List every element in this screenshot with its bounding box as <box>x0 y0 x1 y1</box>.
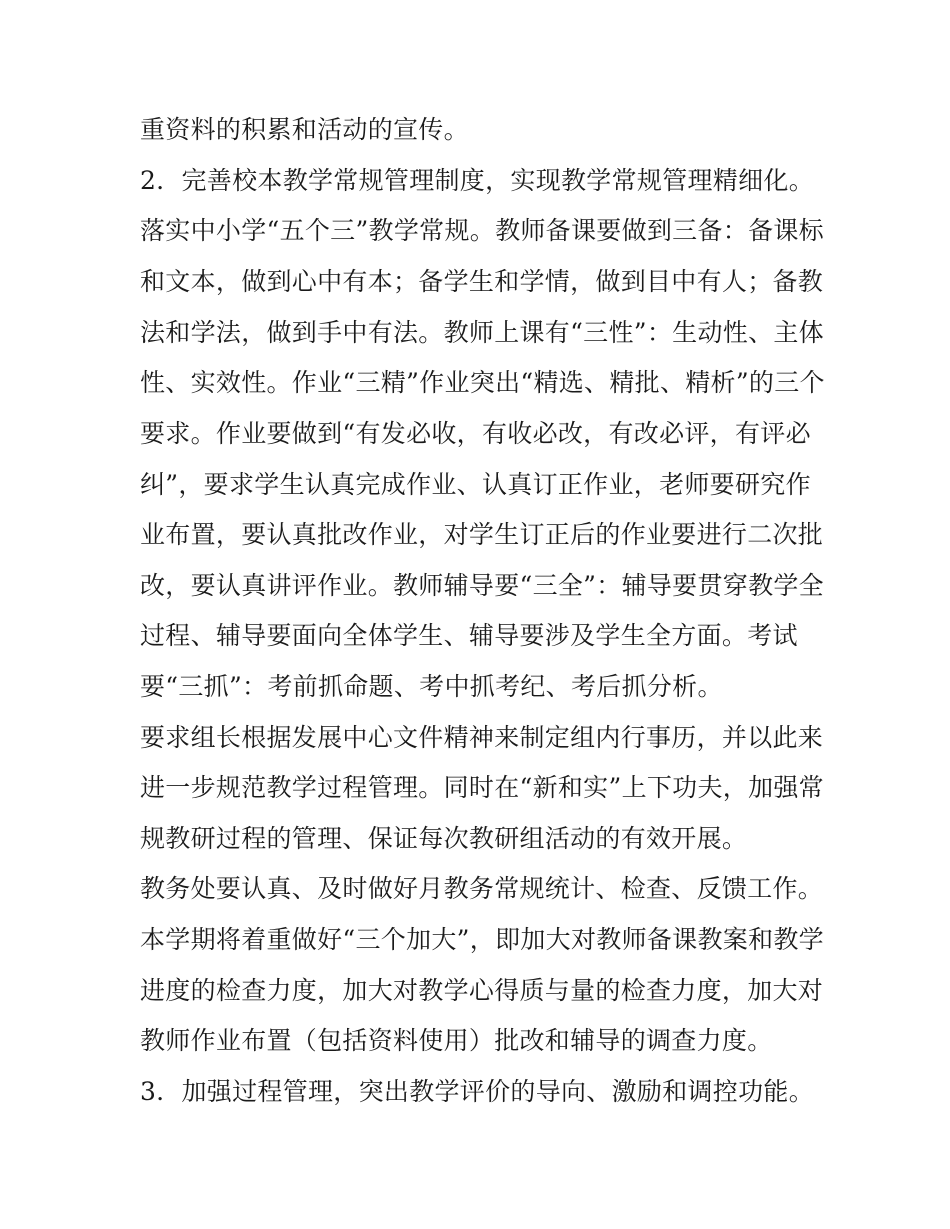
text-line: 法和学法，做到手中有法。教师上课有“三性”：生动性、主体 <box>140 318 824 347</box>
text-line: 改，要认真讲评作业。教师辅导要“三全”：辅导要贯穿教学全 <box>140 571 824 600</box>
text-line: 过程、辅导要面向全体学生、辅导要涉及学生全方面。考试 <box>140 621 798 650</box>
text-line: 规教研过程的管理、保证每次教研组活动的有效开展。 <box>140 824 748 853</box>
text-line: 纠”，要求学生认真完成作业、认真订正作业，老师要研究作 <box>140 470 811 499</box>
text-line: 进度的检查力度，加大对教学心得质与量的检查力度，加大对 <box>140 976 824 1005</box>
text-line: 和文本，做到心中有本；备学生和学情，做到目中有人；备教 <box>140 267 824 296</box>
text-line: 要求组长根据发展中心文件精神来制定组内行事历，并以此来 <box>140 723 824 752</box>
text-line: 2．完善校本教学常规管理制度，实现教学常规管理精细化。 <box>140 166 815 195</box>
text-line: 教师作业布置（包括资料使用）批改和辅导的调查力度。 <box>140 1026 773 1055</box>
text-line: 性、实效性。作业“三精”作业突出“精选、精批、精析”的三个 <box>140 368 825 397</box>
text-line: 教务处要认真、及时做好月教务常规统计、检查、反馈工作。 <box>140 874 824 903</box>
text-line: 进一步规范教学过程管理。同时在“新和实”上下功夫，加强常 <box>140 773 824 802</box>
text-line: 业布置，要认真批改作业，对学生订正后的作业要进行二次批 <box>140 520 824 549</box>
text-line: 本学期将着重做好“三个加大”，即加大对教师备课教案和教学 <box>140 925 824 954</box>
text-line: 3．加强过程管理，突出教学评价的导向、激励和调控功能。 <box>140 1077 815 1106</box>
text-line: 要“三抓”：考前抓命题、考中抓考纪、考后抓分析。 <box>140 672 723 701</box>
text-line: 要求。作业要做到“有发必收，有收必改，有改必评，有评必 <box>140 419 811 448</box>
text-line: 重资料的积累和活动的宣传。 <box>140 115 469 144</box>
text-line: 落实中小学“五个三”教学常规。教师备课要做到三备：备课标 <box>140 216 824 245</box>
